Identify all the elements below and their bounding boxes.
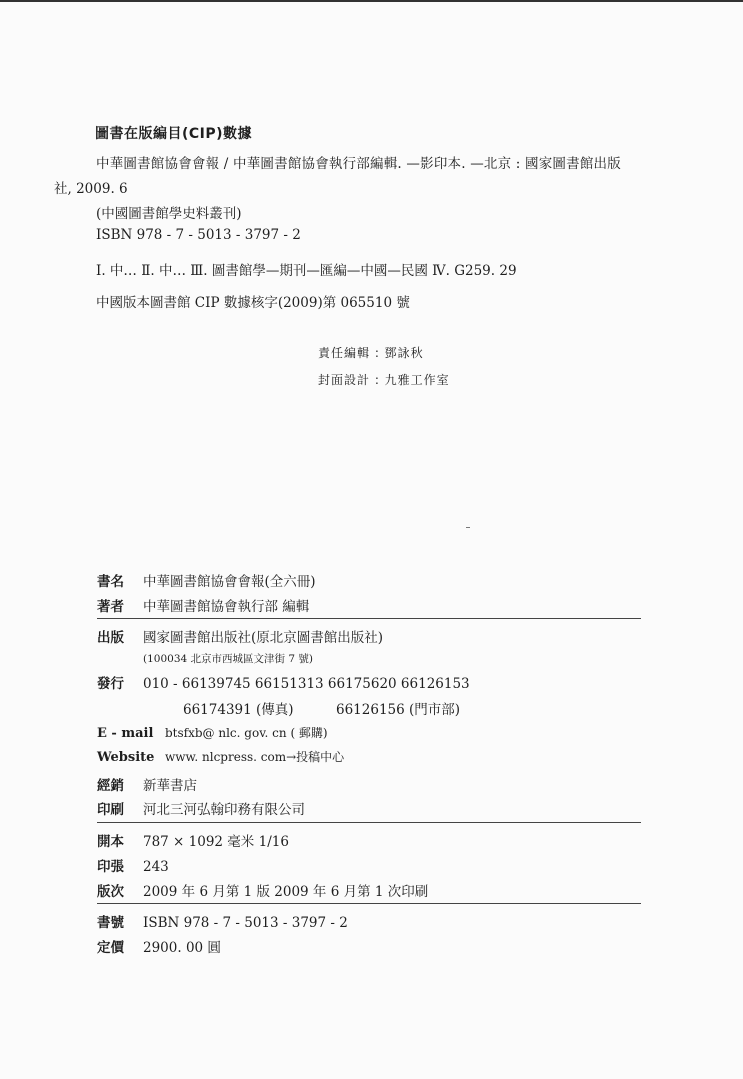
sheets-value: 243 xyxy=(143,859,169,875)
format-label: 開本 xyxy=(97,834,124,850)
website-label: Website xyxy=(97,750,155,765)
title-value: 中華圖書館協會會報(全六冊) xyxy=(143,574,316,590)
author-value: 中華圖書館協會執行部 編輯 xyxy=(143,599,310,615)
distribution-label: 發行 xyxy=(97,676,124,692)
publisher-label: 出版 xyxy=(97,630,124,646)
colophon-title-row xyxy=(97,570,316,590)
cip-isbn-line: ISBN 978 - 7 - 5013 - 3797 - 2 xyxy=(96,227,301,243)
divider xyxy=(97,822,641,823)
seller-label: 經銷 xyxy=(97,778,124,794)
edition-label: 版次 xyxy=(97,884,124,900)
colophon-website-row xyxy=(97,748,344,765)
fax-number: 66174391 (傳真) xyxy=(183,702,294,718)
colophon-printer-row xyxy=(97,798,305,818)
cip-number: 中國版本圖書館 CIP 數據核字(2009)第 065510 號 xyxy=(96,295,410,311)
email-value: btsfxb@ nlc. gov. cn ( 郵購) xyxy=(165,726,328,740)
colophon-email-row xyxy=(97,724,328,741)
colophon-author-row xyxy=(97,595,309,615)
cip-publisher-line: 社, 2009. 6 xyxy=(54,181,128,197)
printer-value: 河北三河弘翰印務有限公司 xyxy=(143,802,305,818)
colophon-sheets-row xyxy=(97,855,169,875)
price-label: 定價 xyxy=(97,940,124,956)
author-label: 著者 xyxy=(97,599,124,615)
store-number: 66126156 (門市部) xyxy=(336,702,461,718)
colophon-edition-row xyxy=(97,880,428,900)
divider xyxy=(97,618,641,619)
publisher-address: (100034 北京市西城區文津街 7 號) xyxy=(143,653,313,665)
printer-label: 印刷 xyxy=(97,802,124,818)
edition-value: 2009 年 6 月第 1 版 2009 年 6 月第 1 次印刷 xyxy=(143,884,429,900)
scan-top-border xyxy=(0,0,743,2)
colophon-isbn-row xyxy=(97,911,348,931)
sheets-label: 印張 xyxy=(97,859,124,875)
isbn-value: ISBN 978 - 7 - 5013 - 3797 - 2 xyxy=(143,915,348,931)
title-label: 書名 xyxy=(97,574,124,590)
colophon-publisher-row xyxy=(97,626,383,646)
seller-value: 新華書店 xyxy=(143,778,197,794)
colophon-format-row xyxy=(97,830,289,850)
cip-title-line: 中華圖書館協會會報 / 中華圖書館協會執行部編輯. —影印本. —北京 : 國家圖書館出版 xyxy=(96,156,621,172)
scan-speck xyxy=(466,527,470,528)
email-label: E - mail xyxy=(97,726,154,741)
isbn-label: 書號 xyxy=(97,915,124,931)
divider xyxy=(97,903,641,904)
website-value: www. nlcpress. com→投稿中心 xyxy=(165,750,345,764)
cip-heading: 圖書在版編目(CIP)數據 xyxy=(95,126,253,142)
cover-designer: 封面設計 : 九雅工作室 xyxy=(318,373,450,387)
cip-classification: Ⅰ. 中… Ⅱ. 中… Ⅲ. 圖書館學—期刊—匯編—中國—民國 Ⅳ. G259. 29 xyxy=(96,263,517,279)
format-value: 787 × 1092 毫米 1/16 xyxy=(143,834,289,850)
colophon-price-row xyxy=(97,936,221,956)
colophon-distribution-row xyxy=(97,672,470,692)
distribution-phones: 010 - 66139745 66151313 66175620 66126153 xyxy=(143,676,470,692)
cip-series-line: (中國圖書館學史料叢刊) xyxy=(96,206,242,222)
responsible-editor: 責任編輯 : 鄧詠秋 xyxy=(318,346,424,360)
colophon-seller-row xyxy=(97,774,197,794)
publisher-value: 國家圖書館出版社(原北京圖書館出版社) xyxy=(143,630,384,646)
price-value: 2900. 00 圓 xyxy=(143,940,221,956)
